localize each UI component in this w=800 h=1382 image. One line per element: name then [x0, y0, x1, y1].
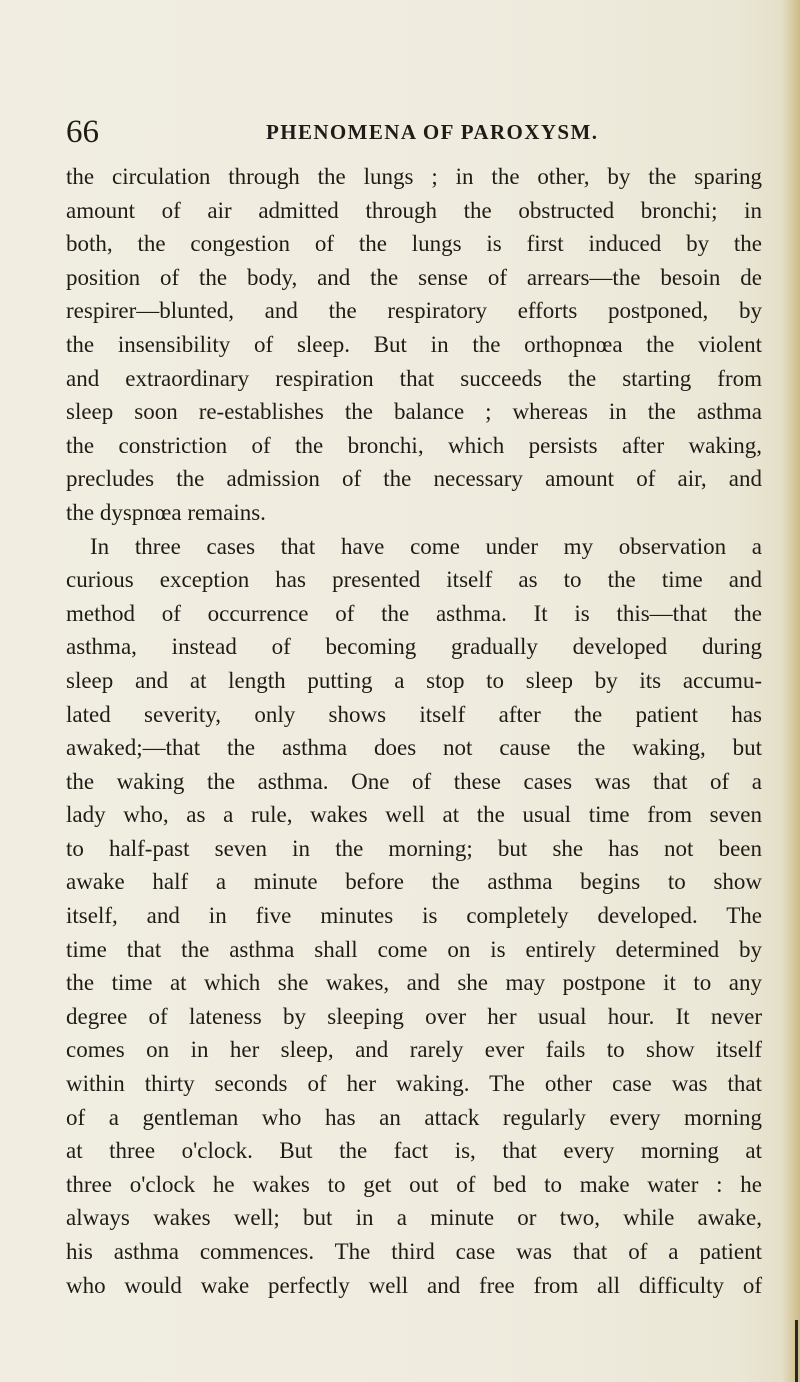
text-line: his asthma commences. The third case was that of a patient: [66, 1239, 762, 1264]
running-head: PHENOMENA OF PAROXYSM.: [266, 120, 599, 144]
text-line: time that the asthma shall come on is entirely determined by: [66, 936, 762, 962]
text-line: the insensibility of sleep. But in the orthopnœa the violent: [66, 331, 762, 357]
text-line: both, the congestion of the lungs is first induced by the: [66, 231, 762, 257]
text-line: the time at which she wakes, and she may postpone it to any: [66, 970, 762, 996]
text-line: the constriction of the bronchi, which persists after waking,: [66, 432, 762, 458]
text-line: sleep and at length putting a stop to sleep by its accumu-: [66, 667, 762, 693]
page-number: 66: [66, 114, 99, 150]
text-line: respirer—blunted, and the respiratory efforts postponed, by: [66, 298, 762, 324]
text-line: precludes the admission of the necessary amount of air, and: [66, 466, 762, 492]
text-line: asthma, instead of becoming gradually developed during: [66, 634, 762, 660]
page-header: [66, 112, 762, 152]
text-line: sleep soon re-establishes the balance ; whereas in the asthma: [66, 399, 762, 425]
text-line: the waking the asthma. One of these cases was that of a: [66, 768, 762, 794]
text-line-paragraph-end: the dyspnœa remains.: [66, 499, 266, 525]
text-line: to half-past seven in the morning; but she has not been: [66, 835, 762, 861]
text-line: curious exception has presented itself as to the time and: [66, 567, 762, 593]
text-line-paragraph-start: In three cases that have come under my observation a: [90, 533, 762, 559]
text-line: and extraordinary respiration that succeeds the starting from: [66, 365, 762, 391]
text-line: the circulation through the lungs ; in the other, by the sparing: [66, 164, 762, 189]
body-text: [66, 160, 762, 1302]
text-line: lated severity, only shows itself after the patient has: [66, 701, 762, 727]
text-line: of a gentleman who has an attack regularly every morning: [66, 1104, 762, 1130]
text-line: comes on in her sleep, and rarely ever fails to show itself: [66, 1037, 762, 1063]
text-line: method of occurrence of the asthma. It is this—that the: [66, 600, 762, 626]
text-line: itself, and in five minutes is completely developed. The: [66, 903, 762, 929]
text-line: awake half a minute before the asthma begins to show: [66, 869, 762, 895]
text-line: position of the body, and the sense of arrears—the besoin de: [66, 264, 762, 290]
text-line: who would wake perfectly well and free from all difficulty of: [66, 1272, 762, 1298]
text-line: awaked;—that the asthma does not cause the waking, but: [66, 735, 762, 761]
text-line: lady who, as a rule, wakes well at the usual time from seven: [66, 802, 762, 828]
text-line: degree of lateness by sleeping over her usual hour. It never: [66, 1003, 762, 1029]
text-line: three o'clock he wakes to get out of bed to make water : he: [66, 1171, 762, 1197]
text-line: within thirty seconds of her waking. The other case was that: [66, 1071, 762, 1097]
text-line: always wakes well; but in a minute or two, while awake,: [66, 1205, 762, 1231]
page-edge-line: [795, 1320, 798, 1382]
page-edge-shadow: [782, 0, 800, 1382]
text-line: at three o'clock. But the fact is, that every morning at: [66, 1138, 762, 1164]
text-line: amount of air admitted through the obstructed bronchi; in: [66, 197, 762, 223]
